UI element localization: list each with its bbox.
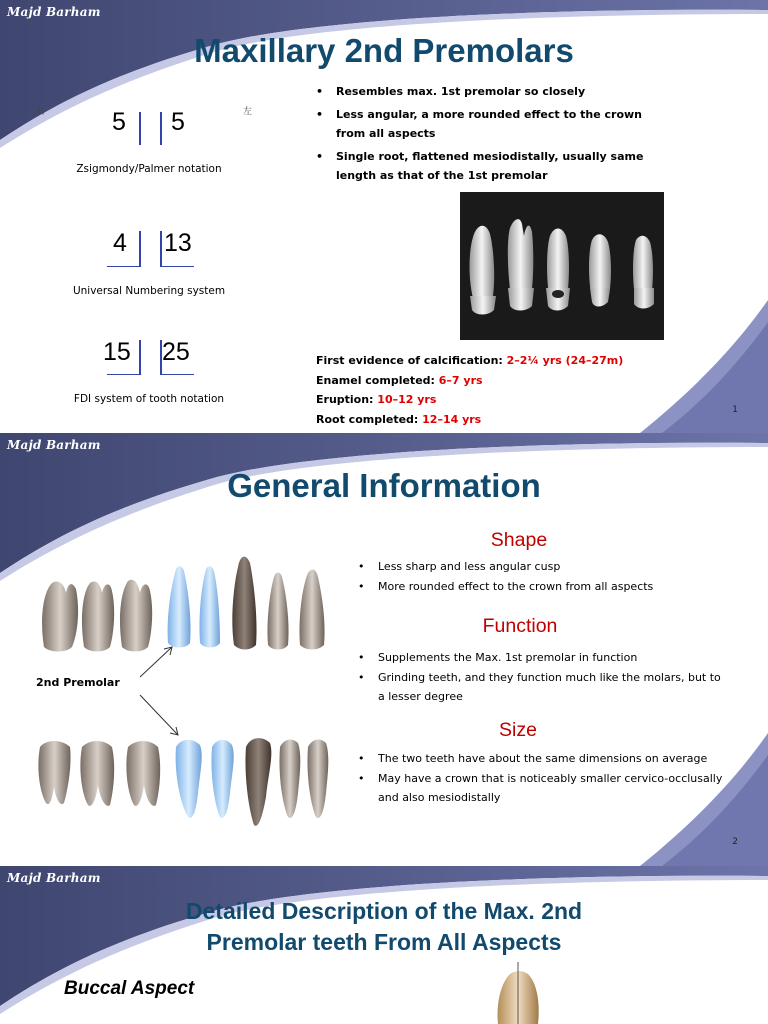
right-side-label: 右 [36, 107, 46, 117]
fact-label: Eruption: [316, 393, 378, 406]
development-timeline [316, 351, 623, 429]
slide-3 [0, 866, 768, 1024]
quadrant-line [160, 340, 162, 374]
quadrant-line [160, 266, 194, 267]
bullet-item: • Supplements the Max. 1st premolar in function [356, 648, 726, 668]
quadrant-line [139, 340, 141, 374]
author-signature: Majd Barham [7, 871, 101, 885]
fact-value: 12–14 yrs [422, 412, 482, 426]
extracted-teeth-photo [460, 192, 664, 340]
shape-bullets [356, 557, 726, 596]
universal-left-number: 13 [164, 229, 192, 257]
fact-label: First evidence of calcification: [316, 354, 507, 367]
palmer-left-number: 5 [171, 108, 185, 136]
quadrant-line [139, 112, 141, 145]
shape-heading: Shape [490, 529, 548, 551]
fact-value: 2–2¼ yrs (24–27m) [506, 354, 624, 367]
quadrant-line [160, 112, 162, 145]
buccal-aspect-heading: Buccal Aspect [64, 978, 195, 999]
fdi-caption: FDI system of tooth notation [73, 393, 225, 405]
palmer-right-number: 5 [112, 108, 126, 136]
quadrant-line [139, 231, 141, 266]
bullet-item: • Grinding teeth, and they function much like the molars, but to a lesser degree [356, 668, 726, 707]
size-bullets [356, 749, 726, 808]
slide-title: Maxillary 2nd Premolars [194, 32, 574, 69]
fact-row [316, 390, 623, 410]
overview-bullets [314, 82, 664, 189]
pointer-arrows [140, 647, 178, 735]
bullet-item: • May have a crown that is noticeably smaller cervico-occlusally and also mesiodistally [356, 769, 726, 808]
quadrant-line [107, 374, 141, 375]
buccal-tooth-illustration [498, 962, 539, 1024]
fact-label: Root completed: [316, 412, 423, 426]
title-line: Detailed Description of the Max. 2nd [185, 898, 583, 924]
fact-row [316, 351, 623, 371]
premolar-label: 2nd Premolar [36, 676, 120, 689]
fdi-left-number: 25 [162, 338, 190, 366]
function-heading: Function [482, 615, 558, 637]
upper-teeth-illustration [42, 557, 324, 652]
slide-1 [0, 0, 768, 433]
universal-caption: Universal Numbering system [72, 285, 226, 297]
fact-row [316, 371, 623, 391]
page-number: 2 [732, 837, 738, 847]
universal-right-number: 4 [113, 229, 127, 257]
page-number: 1 [732, 405, 738, 415]
quadrant-line [107, 266, 141, 267]
bullet-item: • Single root, flattened mesiodistally, usually same length as that of the 1st premolar [314, 147, 664, 186]
slide-2 [0, 433, 768, 866]
author-signature: Majd Barham [7, 438, 101, 452]
bullet-item: • The two teeth have about the same dimensions on average [356, 749, 726, 769]
bullet-item: • Less sharp and less angular cusp [356, 557, 726, 577]
bullet-item: • Resembles max. 1st premolar so closely [314, 82, 664, 102]
title-line: Premolar teeth From All Aspects [206, 929, 562, 955]
fact-value: 6–7 yrs [438, 373, 483, 387]
left-side-label: 左 [243, 107, 253, 117]
fact-label: Enamel completed: [316, 373, 439, 387]
slide-title [0, 896, 768, 958]
size-heading: Size [499, 719, 537, 741]
quadrant-line [160, 374, 194, 375]
bullet-item: • More rounded effect to the crown from all aspects [356, 577, 726, 597]
lower-teeth-illustration [38, 738, 328, 826]
fact-row [316, 410, 623, 430]
fdi-right-number: 15 [103, 338, 131, 366]
quadrant-line [160, 231, 162, 266]
palmer-caption: Zsigmondy/Palmer notation [76, 163, 222, 175]
fact-value: 10–12 yrs [377, 393, 437, 406]
author-signature: Majd Barham [7, 5, 101, 19]
function-bullets [356, 648, 726, 707]
bullet-item: • Less angular, a more rounded effect to the crown from all aspects [314, 105, 664, 144]
slide-title: General Information [227, 467, 541, 504]
